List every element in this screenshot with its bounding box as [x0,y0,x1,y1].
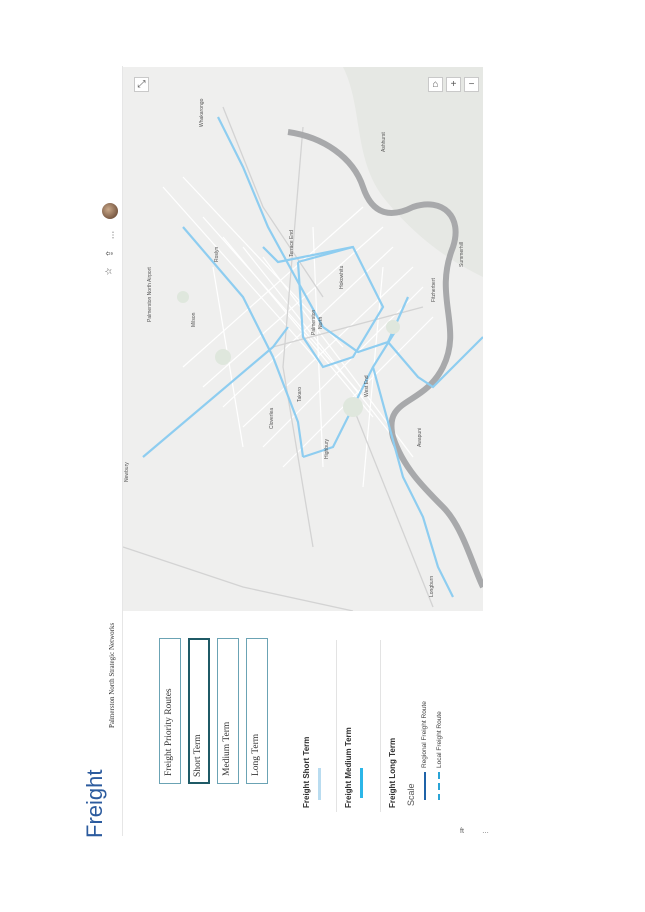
svg-text:Terrace End: Terrace End [289,230,295,257]
tab-freight-priority-routes[interactable] [159,638,181,784]
svg-text:Milson: Milson [191,312,197,327]
legend-medium-term-title: Freight Medium Term [344,727,353,808]
footer-glyph: ft [460,828,464,835]
svg-text:Roslyn: Roslyn [214,246,220,262]
svg-text:Ashhurst: Ashhurst [381,132,387,152]
svg-text:Takaro: Takaro [297,386,303,402]
tab-label: Medium Term [222,721,232,776]
more-icon[interactable]: … [105,230,116,240]
tab-label: Freight Priority Routes [164,688,174,776]
tab-short-term[interactable] [188,638,210,784]
share-icon[interactable]: ⇪ [104,249,115,258]
legend-regional-swatch [424,772,426,800]
tab-medium-term[interactable] [217,638,239,784]
map-view[interactable] [123,67,483,611]
legend-short-term-swatch [318,768,321,800]
svg-text:Longburn: Longburn [429,575,435,597]
legend-local-swatch [438,772,440,800]
legend-long-term-title: Freight Long Term [388,737,397,808]
tab-label: Long Term [251,733,261,776]
zoom-out-button[interactable]: − [464,77,479,92]
svg-text:Fitzherbert: Fitzherbert [431,278,437,302]
svg-text:Whakarongo: Whakarongo [199,98,205,127]
zoom-in-button[interactable]: + [446,77,461,92]
svg-text:Newbury: Newbury [124,462,130,482]
star-icon[interactable]: ☆ [103,267,114,276]
svg-text:Highbury: Highbury [324,438,330,459]
expand-icon[interactable]: ⤢ [134,77,149,92]
home-icon[interactable]: ⌂ [428,77,443,92]
svg-text:Awapuni: Awapuni [417,427,423,447]
svg-text:Palmerston: Palmerston [311,309,317,335]
svg-text:Cloverlea: Cloverlea [269,407,275,429]
footer-glyph: … [482,828,489,835]
legend-short-term-title: Freight Short Term [302,736,311,808]
legend-divider [336,640,337,812]
svg-text:Summerhill: Summerhill [459,241,465,267]
avatar[interactable] [102,203,118,219]
legend-medium-term-swatch [360,768,363,798]
tab-long-term[interactable] [246,638,268,784]
legend-regional-label: Regional Freight Route [421,701,428,768]
legend-scale-label: Scale [406,783,416,806]
page-subtitle: Palmerston North Strategic Networks [108,622,116,728]
map-canvas[interactable] [123,67,483,611]
svg-text:West End: West End [364,375,370,397]
svg-text:Hokowhitu: Hokowhitu [339,265,345,289]
svg-text:Palmerston North Airport: Palmerston North Airport [147,267,153,322]
legend-local-label: Local Freight Route [436,711,443,768]
page-title: Freight [82,769,107,838]
svg-text:North: North [318,316,324,329]
tab-label: Short Term [193,734,203,777]
legend-divider [380,640,381,812]
